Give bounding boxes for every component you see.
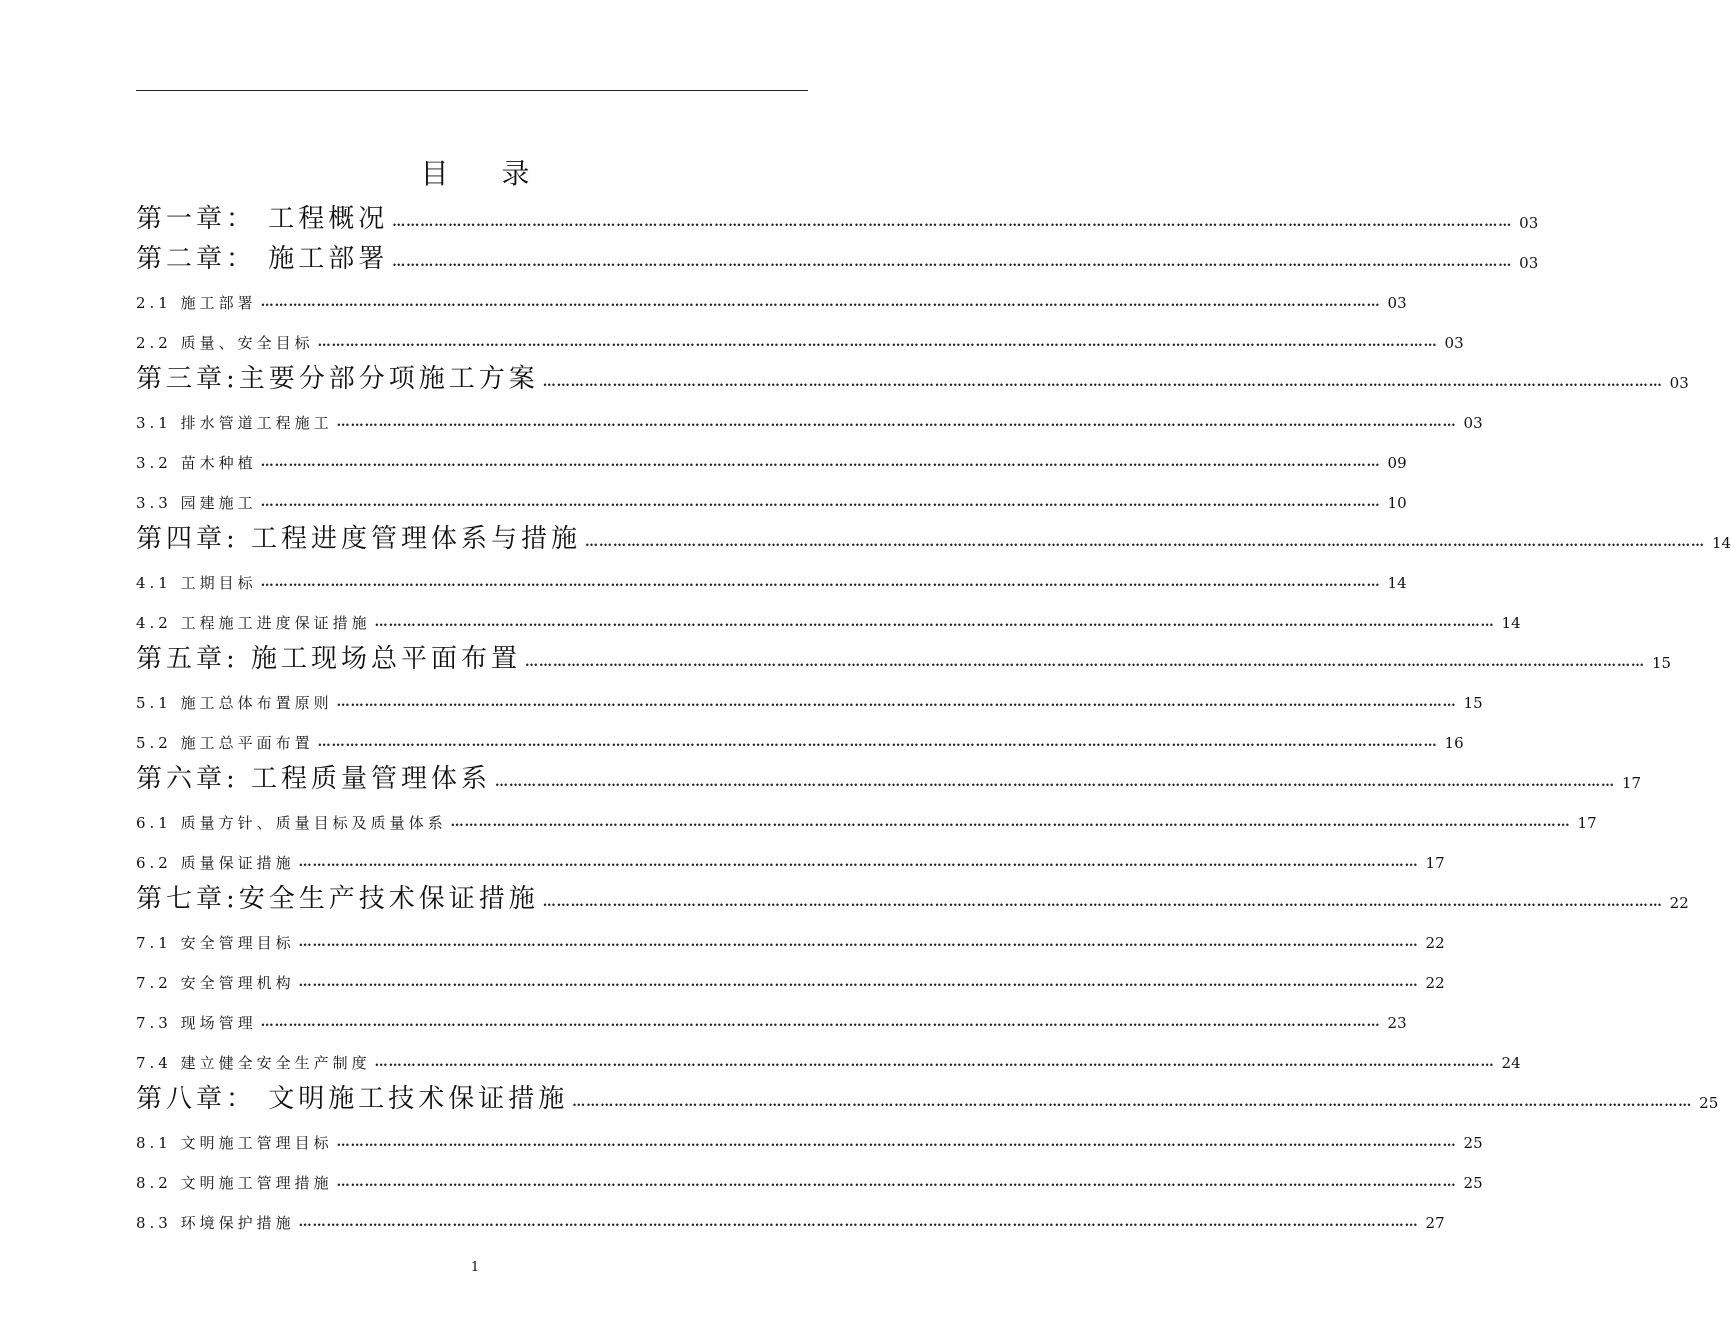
toc-entry-section-4-1[interactable]	[136, 557, 1407, 597]
toc-entry-label: 7.3 现场管理	[136, 1014, 257, 1032]
dot-leader: ……………………………………………………………………………………………………………………………………………………………………………………………………………………	[298, 1215, 1419, 1230]
toc-entry-page: 03	[1669, 374, 1689, 392]
toc-entry-label: 4.2 工程施工进度保证措施	[136, 614, 371, 632]
dot-leader: ……………………………………………………………………………………………………………………………………………………………………………………………………………………	[495, 775, 1616, 790]
toc-entry-chapter-7[interactable]	[136, 877, 1689, 917]
dot-leader: ……………………………………………………………………………………………………………………………………………………………………………………………………………………	[260, 1015, 1381, 1030]
toc-entry-page: 17	[1425, 854, 1445, 872]
toc-entry-page: 15	[1651, 654, 1672, 672]
toc-entry-label: 6.1 质量方针、质量目标及质量体系	[136, 814, 447, 832]
toc-entry-label: 第五章: 施工现场总平面布置	[136, 644, 522, 674]
toc-entry-page: 17	[1621, 774, 1642, 792]
toc-entry-section-7-1[interactable]	[136, 917, 1445, 957]
toc-entry-page: 22	[1425, 934, 1445, 952]
toc-entry-section-8-1[interactable]	[136, 1117, 1483, 1157]
toc-entry-page: 27	[1425, 1214, 1445, 1232]
toc-entry-page: 03	[1519, 214, 1539, 232]
dot-leader: ……………………………………………………………………………………………………………………………………………………………………………………………………………………	[374, 615, 1495, 630]
toc-entry-label: 6.2 质量保证措施	[136, 854, 295, 872]
toc-entry-label: 第二章： 施工部署	[136, 244, 389, 274]
toc-entry-section-7-3[interactable]	[136, 997, 1407, 1037]
dot-leader: ……………………………………………………………………………………………………………………………………………………………………………………………………………………	[298, 855, 1419, 870]
header-rule	[136, 90, 808, 91]
toc-entry-chapter-8[interactable]	[136, 1077, 1719, 1117]
dot-leader: ……………………………………………………………………………………………………………………………………………………………………………………………………………………	[260, 455, 1381, 470]
dot-leader: ……………………………………………………………………………………………………………………………………………………………………………………………………………………	[392, 215, 1513, 230]
toc-title: 目 录	[420, 157, 552, 190]
toc-entry-label: 7.4 建立健全安全生产制度	[136, 1054, 371, 1072]
toc-entry-section-2-2[interactable]	[136, 317, 1464, 357]
toc-entry-section-6-2[interactable]	[136, 837, 1445, 877]
dot-leader: ……………………………………………………………………………………………………………………………………………………………………………………………………………………	[542, 375, 1663, 390]
toc-entry-section-3-3[interactable]	[136, 477, 1407, 517]
dot-leader: ……………………………………………………………………………………………………………………………………………………………………………………………………………………	[317, 335, 1438, 350]
toc-entry-page: 15	[1463, 694, 1483, 712]
toc-entry-label: 第四章: 工程进度管理体系与措施	[136, 524, 582, 554]
toc-entry-section-8-3[interactable]	[136, 1197, 1445, 1237]
dot-leader: ……………………………………………………………………………………………………………………………………………………………………………………………………………………	[450, 815, 1571, 830]
toc-entry-chapter-5[interactable]	[136, 637, 1672, 677]
toc-entry-chapter-1[interactable]	[136, 197, 1539, 237]
toc-entry-label: 2.1 施工部署	[136, 294, 257, 312]
toc-entry-page: 14	[1501, 614, 1521, 632]
toc-entry-section-6-1[interactable]	[136, 797, 1597, 837]
toc-entry-label: 8.2 文明施工管理措施	[136, 1174, 333, 1192]
toc-entry-label: 8.1 文明施工管理目标	[136, 1134, 333, 1152]
dot-leader: ……………………………………………………………………………………………………………………………………………………………………………………………………………………	[298, 975, 1419, 990]
toc-entry-chapter-2[interactable]	[136, 237, 1539, 277]
toc-entry-section-5-1[interactable]	[136, 677, 1483, 717]
toc-entry-label: 5.1 施工总体布置原则	[136, 694, 333, 712]
toc-entry-chapter-4[interactable]	[136, 517, 1731, 557]
toc-entry-label: 第六章: 工程质量管理体系	[136, 764, 492, 794]
toc-entry-section-7-4[interactable]	[136, 1037, 1521, 1077]
toc-entry-chapter-3[interactable]	[136, 357, 1689, 397]
toc-entry-label: 7.2 安全管理机构	[136, 974, 295, 992]
dot-leader: ……………………………………………………………………………………………………………………………………………………………………………………………………………………	[572, 1095, 1693, 1110]
toc-entry-label: 2.2 质量、安全目标	[136, 334, 314, 352]
toc-entry-section-2-1[interactable]	[136, 277, 1407, 317]
dot-leader: ……………………………………………………………………………………………………………………………………………………………………………………………………………………	[260, 295, 1381, 310]
dot-leader: ……………………………………………………………………………………………………………………………………………………………………………………………………………………	[336, 1135, 1457, 1150]
page-number: 1	[470, 1260, 480, 1275]
toc-entry-page: 03	[1463, 414, 1483, 432]
toc-entry-section-5-2[interactable]	[136, 717, 1464, 757]
toc-entry-page: 23	[1387, 1014, 1407, 1032]
dot-leader: ……………………………………………………………………………………………………………………………………………………………………………………………………………………	[260, 495, 1381, 510]
toc-entry-label: 4.1 工期目标	[136, 574, 257, 592]
toc-entry-section-8-2[interactable]	[136, 1157, 1483, 1197]
toc-entry-label: 7.1 安全管理目标	[136, 934, 295, 952]
toc-entry-page: 22	[1425, 974, 1445, 992]
toc-entry-section-3-2[interactable]	[136, 437, 1407, 477]
toc-entry-label: 8.3 环境保护措施	[136, 1214, 295, 1232]
toc-entry-label: 3.1 排水管道工程施工	[136, 414, 333, 432]
toc-entry-page: 24	[1501, 1054, 1521, 1072]
toc-entry-label: 第七章:安全生产技术保证措施	[136, 884, 539, 914]
toc-entry-page: 25	[1463, 1134, 1483, 1152]
dot-leader: ……………………………………………………………………………………………………………………………………………………………………………………………………………………	[260, 575, 1381, 590]
toc-entry-label: 第三章:主要分部分项施工方案	[136, 364, 539, 394]
dot-leader: ……………………………………………………………………………………………………………………………………………………………………………………………………………………	[374, 1055, 1495, 1070]
dot-leader: ……………………………………………………………………………………………………………………………………………………………………………………………………………………	[336, 695, 1457, 710]
toc-entry-section-7-2[interactable]	[136, 957, 1445, 997]
toc-entry-page: 03	[1444, 334, 1464, 352]
toc-entry-label: 第八章： 文明施工技术保证措施	[136, 1084, 569, 1114]
dot-leader: ……………………………………………………………………………………………………………………………………………………………………………………………………………………	[525, 655, 1646, 670]
dot-leader: ……………………………………………………………………………………………………………………………………………………………………………………………………………………	[542, 895, 1663, 910]
table-of-contents	[136, 197, 1731, 1237]
dot-leader: ……………………………………………………………………………………………………………………………………………………………………………………………………………………	[298, 935, 1419, 950]
toc-entry-page: 14	[1387, 574, 1407, 592]
toc-entry-page: 03	[1519, 254, 1539, 272]
toc-entry-section-4-2[interactable]	[136, 597, 1521, 637]
dot-leader: ……………………………………………………………………………………………………………………………………………………………………………………………………………………	[317, 735, 1438, 750]
toc-entry-page: 09	[1387, 454, 1407, 472]
toc-entry-label: 3.3 园建施工	[136, 494, 257, 512]
toc-entry-label: 5.2 施工总平面布置	[136, 734, 314, 752]
dot-leader: ……………………………………………………………………………………………………………………………………………………………………………………………………………………	[336, 415, 1457, 430]
toc-entry-page: 25	[1699, 1094, 1719, 1112]
toc-entry-page: 03	[1387, 294, 1407, 312]
dot-leader: ……………………………………………………………………………………………………………………………………………………………………………………………………………………	[585, 535, 1706, 550]
dot-leader: ……………………………………………………………………………………………………………………………………………………………………………………………………………………	[336, 1175, 1457, 1190]
toc-entry-page: 25	[1463, 1174, 1483, 1192]
toc-entry-page: 22	[1669, 894, 1689, 912]
toc-entry-page: 16	[1444, 734, 1464, 752]
dot-leader: ……………………………………………………………………………………………………………………………………………………………………………………………………………………	[392, 255, 1513, 270]
toc-entry-page: 14	[1711, 534, 1731, 552]
toc-entry-page: 10	[1387, 494, 1407, 512]
toc-entry-label: 第一章： 工程概况	[136, 204, 389, 234]
toc-entry-section-3-1[interactable]	[136, 397, 1483, 437]
toc-entry-label: 3.2 苗木种植	[136, 454, 257, 472]
toc-entry-page: 17	[1577, 814, 1597, 832]
toc-entry-chapter-6[interactable]	[136, 757, 1642, 797]
